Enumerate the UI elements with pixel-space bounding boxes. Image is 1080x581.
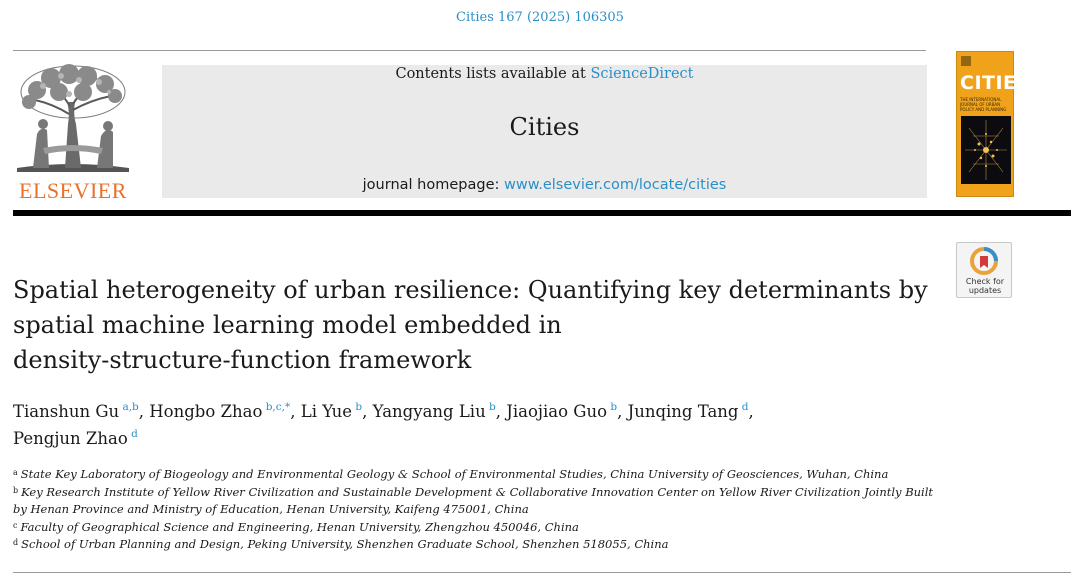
cover-city-lights-image (961, 116, 1011, 184)
check-for-updates-label (957, 277, 1013, 295)
affiliation-text: State Key Laboratory of Biogeology and Environmental Geology & School of Environmental Studies, China University of Geosciences, Wuhan, China (20, 467, 889, 481)
article-title-line2: spatial machine learning model embedded in (13, 311, 562, 339)
elsevier-wordmark: ELSEVIER (19, 178, 127, 203)
contents-line (162, 66, 927, 82)
sciencedirect-link[interactable]: ScienceDirect (590, 66, 694, 82)
check-label-line2: updates (968, 286, 1002, 295)
affiliation-text: School of Urban Planning and Design, Peking University, Shenzhen Graduate School, Shenzhen 518055, China (21, 537, 669, 551)
affiliation-marker: c (13, 520, 18, 530)
author-affiliation-marker[interactable]: a,b (122, 401, 139, 413)
homepage-prefix: journal homepage: (362, 177, 504, 193)
author-affiliation-marker[interactable]: b (355, 401, 363, 413)
check-for-updates-button[interactable] (956, 242, 1012, 298)
journal-homepage-link[interactable]: www.elsevier.com/locate/cities (503, 177, 727, 193)
check-label-line1: Check for (965, 277, 1005, 286)
author-affiliation-marker[interactable]: b (489, 401, 496, 413)
cover-subtitle: THE INTERNATIONAL JOURNAL OF URBAN POLICY AND PLANNING (960, 97, 1007, 112)
affiliation-item (13, 466, 943, 484)
author-name[interactable]: Li Yue (300, 402, 353, 421)
author-affiliation-marker[interactable]: d (741, 401, 749, 413)
journal-title: Cities (509, 113, 580, 141)
author-name[interactable]: Hongbo Zhao (149, 402, 263, 421)
article-title-line1: Spatial heterogeneity of urban resilience: Quantifying key determinants by (13, 276, 928, 304)
elsevier-tree-icon (13, 64, 133, 174)
homepage-line (162, 177, 927, 193)
author-affiliation-marker[interactable]: d (131, 428, 138, 440)
affiliation-item (13, 519, 943, 537)
article-title (13, 273, 943, 378)
author-name[interactable]: Jiaojiao Guo (506, 402, 608, 421)
affiliation-text: Key Research Institute of Yellow River Civilization and Sustainable Development & Collaborative Innovation Center on Yellow River Civilization Jointly Built by Henan Province and Ministry of Education, Henan University, Kaifeng 475001, China (13, 484, 934, 516)
author-name[interactable]: Tianshun Gu (13, 402, 120, 421)
author-name[interactable]: Pengjun Zhao (13, 429, 128, 448)
elsevier-logo[interactable] (13, 64, 133, 203)
contents-prefix: Contents lists available at (395, 66, 591, 82)
header-divider (13, 50, 926, 51)
journal-info-box (162, 65, 927, 198)
header-thick-rule (13, 210, 1071, 216)
cover-title: CITIES (960, 72, 1031, 94)
author-name[interactable]: Junqing Tang (627, 402, 739, 421)
journal-citation[interactable]: Cities 167 (2025) 106305 (456, 10, 624, 25)
author-affiliation-marker[interactable]: b (610, 401, 618, 413)
author-list: Tianshun Gu $^{a,b}$, Hongbo Zhao $^{b,c,*}$, Li Yue $^b$, Yangyang Liu $^b$, Jiaojiao Guo $^b$, Junqing Tang $^d$, Pengjun Zhao $^d$ (13, 401, 754, 448)
section-divider (13, 572, 1071, 573)
author-name[interactable]: Yangyang Liu (372, 402, 486, 421)
check-for-updates-icon (969, 246, 999, 276)
affiliation-marker: b (13, 485, 19, 495)
affiliation-marker: d (13, 538, 19, 547)
affiliation-list (13, 466, 943, 554)
journal-cover-image[interactable] (956, 51, 1031, 197)
affiliation-marker: a (13, 468, 18, 477)
affiliation-item (13, 484, 943, 519)
affiliation-item (13, 536, 943, 554)
author-affiliation-marker[interactable]: b,c,* (265, 401, 291, 413)
cover-publisher-mark (961, 56, 971, 66)
affiliation-text: Faculty of Geographical Science and Engineering, Henan University, Zhengzhou 450046, China (20, 519, 579, 534)
article-title-line3: density-structure-function framework (13, 346, 472, 374)
